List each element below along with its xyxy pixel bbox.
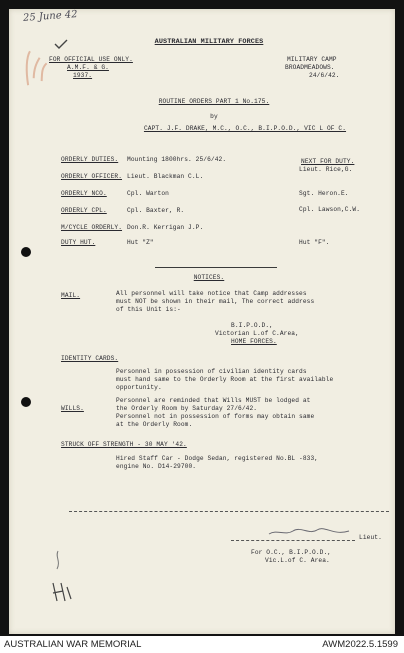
- duty-label: ORDERLY DUTIES.: [61, 156, 119, 163]
- mail-label: MAIL.: [61, 292, 81, 299]
- orders-by: by: [210, 113, 218, 120]
- address-line: Victorian L.of C.Area,: [215, 330, 299, 337]
- duty-label: DUTY HUT.: [61, 239, 96, 246]
- mail-text-line: All personnel will take notice that Camp addresses: [116, 290, 307, 297]
- identity-text-line: Personnel in possession of civilian identity cards: [116, 368, 307, 375]
- signature-rule: [231, 540, 355, 541]
- binder-hole-bottom: [21, 397, 31, 407]
- signature-area-line: Vic.L.of C. Area.: [265, 557, 330, 564]
- handwritten-date: 25 June 42: [22, 9, 78, 24]
- mail-text-line: must NOT be shown in their mail, The correct address: [116, 298, 315, 305]
- orders-commander: CAPT. J.F. DRAKE, M.C., O.C., B.I.P.O.D., VIC L OF C.: [143, 125, 347, 132]
- handwritten-initials: [49, 579, 75, 605]
- identity-text-line: opportunity.: [116, 384, 162, 391]
- duty-value: Hut "Z": [127, 239, 154, 246]
- duty-label: ORDERLY NCO.: [61, 190, 107, 197]
- duty-next: Lieut. Rice,G.: [299, 166, 353, 173]
- document-page: [9, 9, 395, 634]
- duty-value: Don.R. Kerrigan J.P.: [127, 224, 204, 231]
- duty-value: Cpl. Baxter, R.: [127, 207, 185, 214]
- official-use-line-3: 1937.: [73, 72, 93, 79]
- address-line: B.I.P.O.D.,: [231, 322, 273, 329]
- footer-accession-number: AWM2022.5.1599: [322, 639, 398, 650]
- notices-title: NOTICES.: [193, 274, 225, 281]
- footer-source: AUSTRALIAN WAR MEMORIAL: [4, 639, 142, 650]
- signature-scribble: [267, 525, 351, 539]
- location-line-2: BROADMEADOWS.: [285, 64, 335, 71]
- duty-next: Hut "F".: [299, 239, 330, 246]
- handwritten-tick-mark: [53, 37, 69, 49]
- mail-text-line: of this Unit is:-: [116, 306, 181, 313]
- binder-hole-top: [21, 247, 31, 257]
- wills-text-line: at the Orderly Room.: [116, 421, 193, 428]
- handwritten-stamp-mark: [10, 42, 58, 93]
- duty-value: Mounting 1800hrs. 25/6/42.: [127, 156, 227, 163]
- duty-label: ORDERLY CPL.: [61, 207, 107, 214]
- duty-label: ORDERLY OFFICER.: [61, 173, 123, 180]
- wills-text-line: the Orderly Room by Saturday 27/6/42.: [116, 405, 258, 412]
- location-line-3: 24/6/42.: [309, 72, 340, 79]
- signature-for-line: For O.C., B.I.P.O.D.,: [251, 549, 332, 556]
- notices-rule: [155, 267, 277, 268]
- archive-footer: [0, 636, 404, 653]
- duty-value: Cpl. Warton: [127, 190, 169, 197]
- next-for-duty-header: NEXT FOR DUTY.: [301, 158, 355, 165]
- document-title: AUSTRALIAN MILITARY FORCES: [154, 38, 264, 46]
- wills-text-line: Personnel are reminded that Wills MUST be lodged at: [116, 397, 311, 404]
- address-line: HOME FORCES.: [231, 338, 277, 345]
- wills-label: WILLS.: [61, 405, 84, 412]
- duty-next: Cpl. Lawson,C.W.: [299, 206, 361, 213]
- duty-label: M/CYCLE ORDERLY.: [61, 224, 123, 231]
- identity-text-line: must hand same to the Orderly Room at the first available: [116, 376, 334, 383]
- duty-next: Sgt. Heron.E.: [299, 190, 349, 197]
- identity-cards-label: IDENTITY CARDS.: [61, 355, 119, 362]
- official-use-line-2: A.M.F. & G.: [67, 64, 109, 71]
- struck-off-text-line: engine No. D14-29700.: [116, 463, 197, 470]
- signature-rank: Lieut.: [359, 534, 382, 541]
- struck-off-text-line: Hired Staff Car - Dodge Sedan, registered No.BL -833,: [116, 455, 319, 462]
- handwritten-mark: [51, 549, 65, 571]
- orders-title: ROUTINE ORDERS PART 1 No.175.: [158, 98, 270, 105]
- official-use-line-1: FOR OFFICIAL USE ONLY.: [49, 56, 133, 63]
- duty-value: Lieut. Blackman C.L.: [127, 173, 204, 180]
- location-line-1: MILITARY CAMP: [287, 56, 337, 63]
- struck-off-label: STRUCK OFF STRENGTH - 30 MAY '42.: [61, 441, 187, 448]
- wills-text-line: Personnel not in possession of forms may obtain same: [116, 413, 315, 420]
- section-divider: [69, 511, 389, 512]
